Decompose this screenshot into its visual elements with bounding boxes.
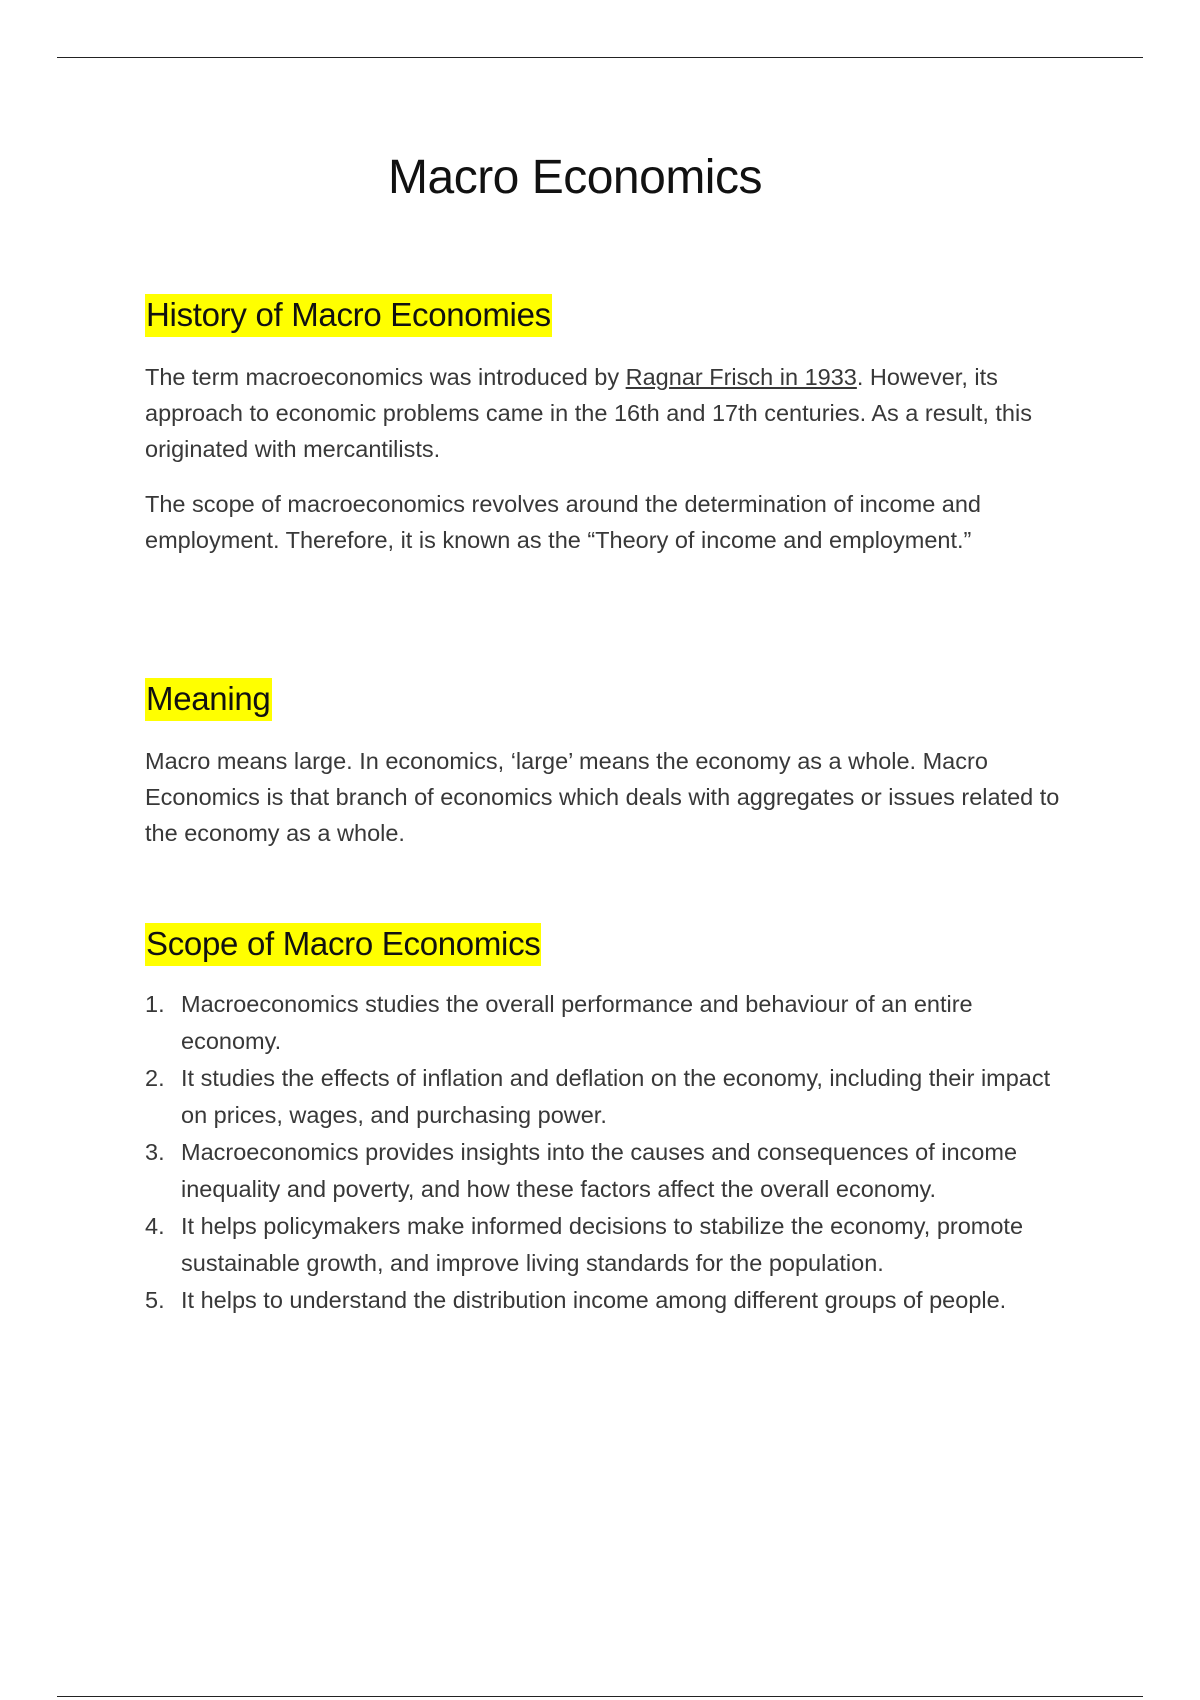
scope-item-number: 4. bbox=[145, 1213, 165, 1239]
scope-list-item bbox=[145, 1060, 1075, 1134]
history-paragraph-2: The scope of macroeconomics revolves around the determination of income and employment. Therefore, it is known as the “Theory of income and employment.” bbox=[145, 491, 982, 553]
scope-heading-text: Scope of Macro Economics bbox=[145, 923, 541, 966]
scope-item-text: Macroeconomics provides insights into the causes and consequences of income inequality and poverty, and how these factors affect the overall economy. bbox=[181, 1139, 1018, 1202]
history-p1-start: The term macroeconomics was introduced by bbox=[145, 364, 626, 390]
history-heading-text: History of Macro Economies bbox=[145, 294, 552, 337]
meaning-heading-text: Meaning bbox=[145, 678, 272, 721]
scope-list bbox=[145, 986, 1075, 1319]
scope-list-item bbox=[145, 986, 1075, 1060]
scope-item-text: It helps to understand the distribution income among different groups of people. bbox=[181, 1287, 1007, 1313]
scope-item-number: 3. bbox=[145, 1139, 165, 1165]
scope-item-text: It studies the effects of inflation and deflation on the economy, including their impact on prices, wages, and purchasing power. bbox=[181, 1065, 1051, 1128]
history-heading bbox=[145, 296, 552, 334]
meaning-heading bbox=[145, 680, 272, 718]
scope-item-text: It helps policymakers make informed decisions to stabilize the economy, promote sustainable growth, and improve living standards for the population. bbox=[181, 1213, 1024, 1276]
scope-item-number: 1. bbox=[145, 991, 165, 1017]
scope-item-number: 5. bbox=[145, 1287, 165, 1313]
history-paragraph-1 bbox=[145, 359, 1075, 467]
document-title: Macro Economics bbox=[388, 151, 762, 204]
footer-rule bbox=[57, 1696, 1143, 1697]
ragnar-frisch-link[interactable]: Ragnar Frisch in 1933 bbox=[625, 364, 857, 390]
scope-list-item bbox=[145, 1134, 1075, 1208]
scope-list-item bbox=[145, 1282, 1075, 1319]
header-rule bbox=[57, 57, 1143, 58]
scope-item-number: 2. bbox=[145, 1065, 165, 1091]
history-p1-end: . However, its approach to economic problems came in the 16th and 17th centuries. As a result, this originated with mercantilists. bbox=[145, 364, 1032, 462]
scope-item-text: Macroeconomics studies the overall performance and behaviour of an entire economy. bbox=[181, 991, 973, 1054]
meaning-paragraph: Macro means large. In economics, ‘large’ means the economy as a whole. Macro Economics is that branch of economics which deals with aggregates or issues related to the economy as a whole. bbox=[145, 748, 1060, 846]
scope-list-item bbox=[145, 1208, 1075, 1282]
scope-heading bbox=[145, 925, 541, 963]
